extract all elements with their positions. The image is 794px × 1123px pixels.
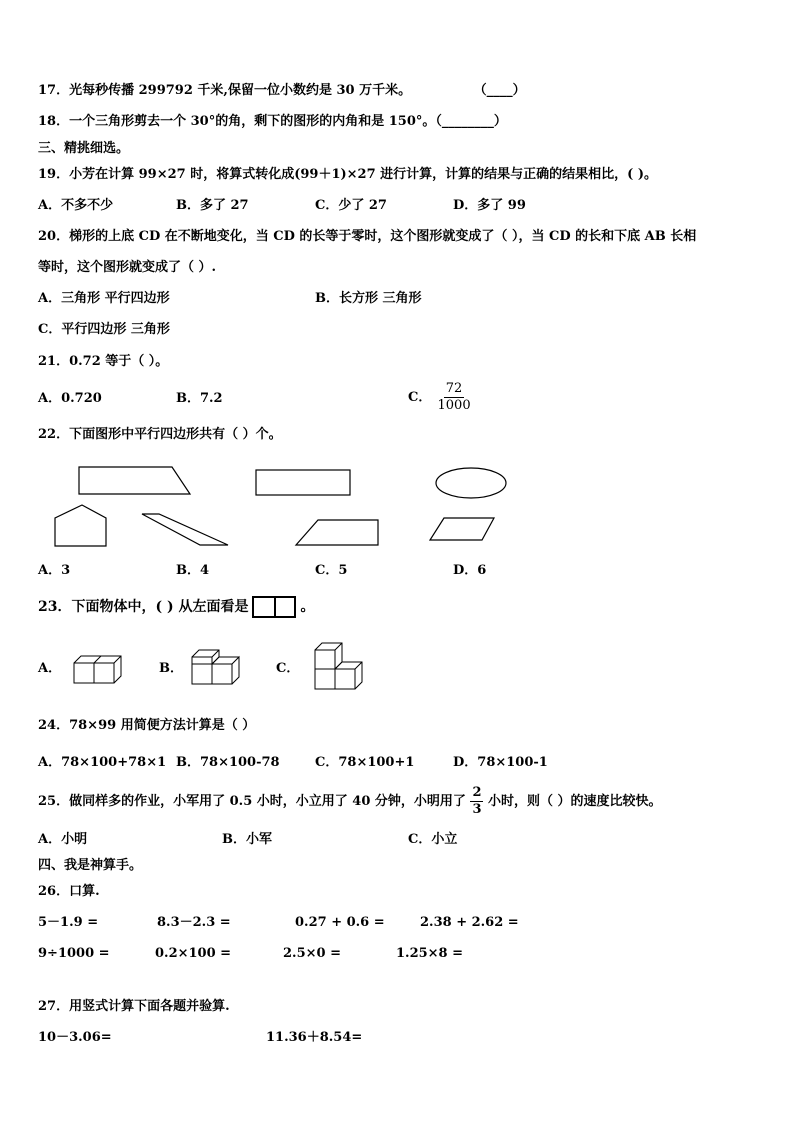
question-22-text: 22．下面图形中平行四边形共有（ ）个。: [38, 427, 282, 442]
q20-option-c[interactable]: C．平行四边形 三角形: [38, 322, 170, 337]
question-26-text: 26．口算.: [38, 884, 100, 899]
q26-item[interactable]: 2.38 + 2.62 =: [420, 915, 519, 930]
q20-option-a[interactable]: A．三角形 平行四边形: [38, 291, 170, 306]
question-25-text-b: 小时，则（ ）的速度比较快。: [488, 794, 662, 809]
q26-item[interactable]: 9÷1000 =: [38, 946, 110, 961]
q24-option-c[interactable]: C．78×100+1: [315, 755, 415, 770]
question-21-text: 21．0.72 等于（ ）。: [38, 354, 169, 369]
section-4-heading: 四、我是神算手。: [38, 858, 143, 873]
q26-item[interactable]: 2.5×0 =: [283, 946, 341, 961]
question-25-text-a: 25．做同样多的作业，小军用了 0.5 小时，小立用了 40 分钟，小明用了: [38, 794, 466, 809]
cubes-c-icon: [315, 643, 362, 689]
q23-option-a[interactable]: A．: [38, 661, 62, 676]
question-27-text: 27．用竖式计算下面各题并验算.: [38, 999, 230, 1014]
question-19-text: 19．小芳在计算 99×27 时，将算式转化成(99＋1)×27 进行计算，计算的结果与正确的结果相比，( )。: [38, 167, 657, 182]
q24-option-a[interactable]: A．78×100+78×1: [38, 755, 167, 770]
q25-option-b[interactable]: B．小军: [222, 832, 272, 847]
cubes-a-icon: [74, 656, 121, 683]
q23-option-b[interactable]: B．: [159, 661, 183, 676]
q24-option-d[interactable]: D．78×100-1: [453, 755, 548, 770]
q21-frac-numerator: 72: [445, 381, 463, 396]
q26-item[interactable]: 5－1.9 =: [38, 915, 99, 930]
question-17-text: 17．光每秒传播 299792 千米,保留一位小数约是 30 万千米。: [38, 83, 412, 98]
question-17-blank[interactable]: （____）: [473, 83, 526, 98]
cubes-b-icon: [192, 650, 239, 684]
question-25: [38, 784, 662, 820]
q22-option-d[interactable]: D．6: [453, 563, 487, 578]
q21-option-c-label: C．: [408, 390, 432, 405]
q22-option-b[interactable]: B．4: [176, 563, 210, 578]
q19-option-d[interactable]: D．多了 99: [453, 198, 526, 213]
q27-item[interactable]: 10－3.06=: [38, 1030, 112, 1045]
q25-fraction: [470, 786, 483, 817]
q25-frac-denominator: 3: [472, 802, 482, 817]
q22-option-a[interactable]: A．3: [38, 563, 71, 578]
q26-item[interactable]: 8.3－2.3 =: [157, 915, 231, 930]
q26-item[interactable]: 1.25×8 =: [396, 946, 464, 961]
q19-option-b[interactable]: B．多了 27: [176, 198, 249, 213]
question-23-text: 23．下面物体中，( ) 从左面看是: [38, 599, 249, 615]
question-23-end: 。: [300, 599, 315, 615]
q23-option-c[interactable]: C．: [276, 661, 300, 676]
q26-item[interactable]: 0.2×100 =: [155, 946, 232, 961]
q20-option-b[interactable]: B．长方形 三角形: [315, 291, 422, 306]
q25-frac-numerator: 2: [472, 785, 482, 800]
q24-option-b[interactable]: B．78×100-78: [176, 755, 280, 770]
q21-frac-denominator: 1000: [437, 398, 471, 413]
section-3-heading: 三、精挑细选。: [38, 141, 130, 156]
question-20-line1: 20．梯形的上底 CD 在不断地变化，当 CD 的长等于零时，这个图形就变成了（ ），当 CD 的长和下底 AB 长相: [38, 229, 697, 244]
q27-item[interactable]: 11.36＋8.54=: [266, 1030, 363, 1045]
q22-option-c[interactable]: C．5: [315, 563, 348, 578]
q25-option-a[interactable]: A．小明: [38, 832, 88, 847]
q19-option-c[interactable]: C．少了 27: [315, 198, 387, 213]
q26-item[interactable]: 0.27 + 0.6 =: [295, 915, 385, 930]
question-18-text: 18．一个三角形剪去一个 30°的角，剩下的图形的内角和是 150°。: [38, 114, 436, 129]
q21-option-b[interactable]: B．7.2: [176, 391, 223, 406]
question-20-line2: 等时，这个图形就变成了（ ）.: [38, 260, 217, 275]
question-18-blank[interactable]: （________）: [435, 114, 507, 129]
question-24-text: 24．78×99 用简便方法计算是（ ）: [38, 718, 256, 733]
q21-option-a[interactable]: A．0.720: [38, 391, 102, 406]
q25-option-c[interactable]: C．小立: [408, 832, 458, 847]
q19-option-a[interactable]: A．不多不少: [38, 198, 114, 213]
